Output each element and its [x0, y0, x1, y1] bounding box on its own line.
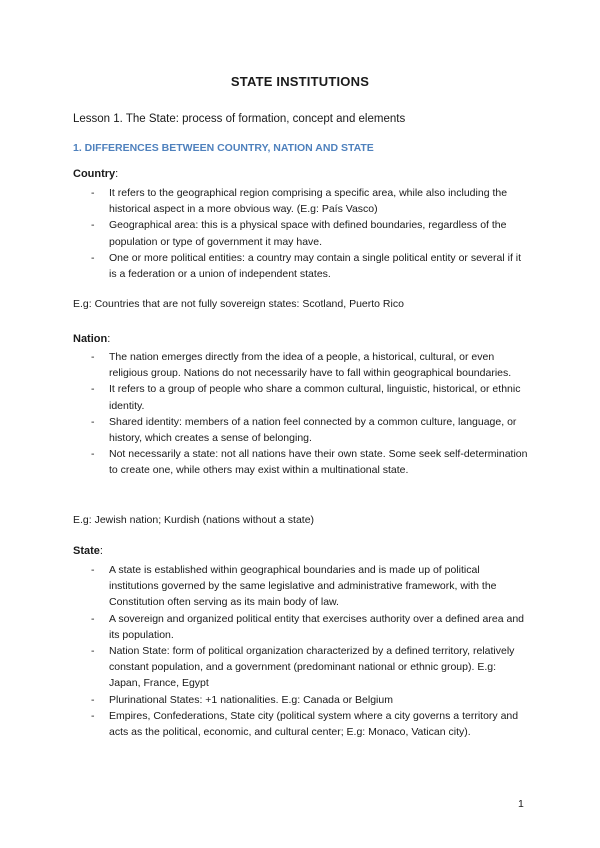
list-item: - A sovereign and organized political entity that exercises authority over a defined area and its population. — [91, 612, 525, 641]
dash-bullet: - — [91, 693, 95, 706]
list-item: - It refers to the geographical region comprising a specific area, while also including the historical aspect in a more obvious way. (E.g: País Vasco) — [91, 187, 508, 216]
dash-bullet: - — [91, 645, 95, 658]
nation-label-text: Nation — [73, 333, 108, 345]
dash-bullet: - — [91, 448, 95, 461]
list-item: - Not necessarily a state: not all nations have their own state. Some seek self-determination to create one, while others may exist within a multinational state. — [91, 448, 528, 477]
list-item: - Shared identity: members of a nation feel connected by a common culture, language, or history, which creates a sense of belonging. — [91, 415, 517, 445]
list-item: - One or more political entities: a country may contain a single political entity or several if it is a federation or a union of independent states. — [91, 251, 522, 281]
country-list — [0, 185, 600, 282]
list-item: - Nation State: form of political organization characterized by a defined territory, relatively constant population, and a government (predominant national or ethnic group). E.g: Japan, France, Egypt — [91, 645, 515, 690]
dash-bullet: - — [91, 564, 95, 576]
dash-bullet: - — [91, 351, 95, 363]
lesson-heading: Lesson 1. The State: process of formation, concept and elements — [73, 113, 406, 125]
state-label: State: — [73, 545, 103, 557]
dash-bullet: - — [91, 251, 95, 264]
list-item: - The nation emerges directly from the idea of a people, a historical, cultural, or even religious group. Nations do not necessarily have to fall within geographical boundaries. — [91, 351, 512, 380]
dash-bullet: - — [91, 187, 95, 199]
dash-bullet: - — [91, 709, 95, 722]
country-label: Country: — [73, 168, 119, 180]
page-number: 1 — [518, 798, 524, 810]
dash-bullet: - — [91, 415, 95, 428]
dash-bullet: - — [91, 219, 95, 232]
dash-bullet: - — [91, 612, 95, 625]
state-label-text: State — [73, 545, 100, 557]
list-item: - It refers to a group of people who share a common cultural, linguistic, historical, or ethnic identity. — [91, 383, 521, 412]
country-label-text: Country — [73, 168, 116, 180]
nation-label: Nation: — [73, 333, 111, 345]
list-item: - Empires, Confederations, State city (political system where a city governs a territory and acts as the political, economic, and cultural center; E.g: Monaco, Vatican city). — [91, 709, 519, 739]
section-heading: 1. DIFFERENCES BETWEEN COUNTRY, NATION AND STATE — [73, 142, 374, 154]
nation-list — [0, 349, 600, 479]
list-item: - A state is established within geographical boundaries and is made up of political institutions governed by the same legislative and administrative framework, with the Constitution often serving as its main body of law. — [91, 564, 497, 609]
dash-bullet: - — [91, 383, 95, 396]
document-title: STATE INSTITUTIONS — [230, 74, 370, 89]
nation-example: E.g: Jewish nation; Kurdish (nations without a state) — [73, 514, 315, 526]
list-item: - Geographical area: this is a physical space with defined boundaries, regardless of the population or type of government it may have. — [91, 219, 507, 248]
country-example: E.g: Countries that are not fully sovereign states: Scotland, Puerto Rico — [73, 298, 404, 310]
list-item: - Plurinational States: +1 nationalities. E.g: Canada or Belgium — [0, 692, 600, 708]
state-list — [0, 562, 600, 740]
